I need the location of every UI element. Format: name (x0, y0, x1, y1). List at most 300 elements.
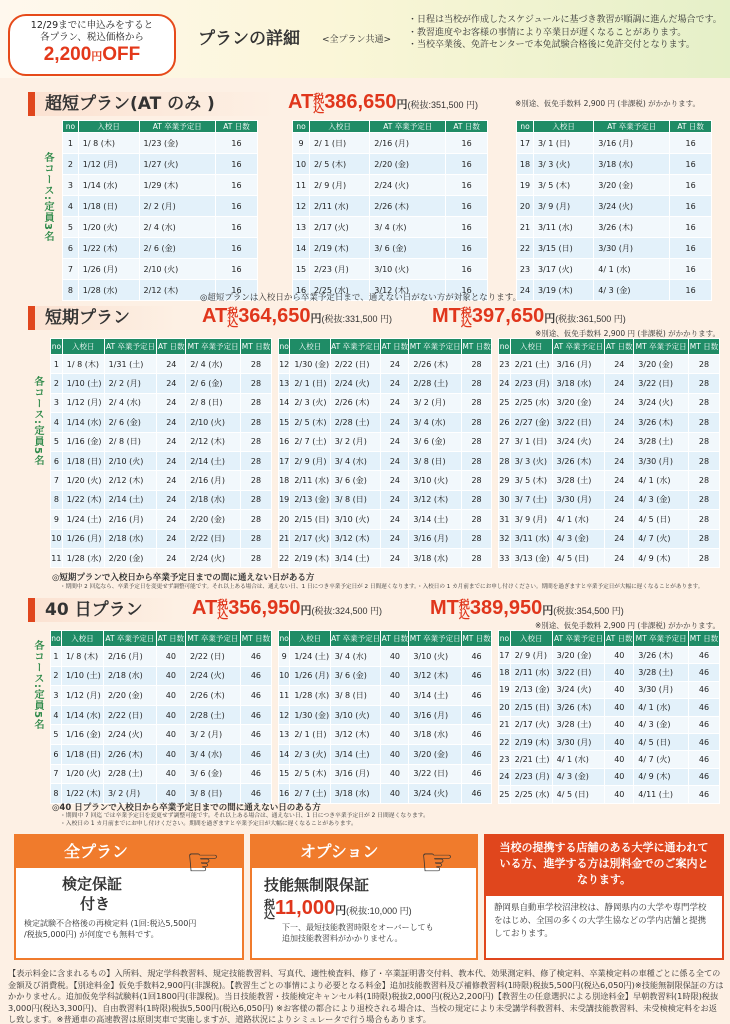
table-row (499, 548, 720, 567)
plan-title-short: 短期プラン (28, 306, 178, 330)
table-cell: 2/22 (日) (186, 529, 241, 548)
table-cell: 3/22 (日) (409, 764, 462, 784)
table-cell: 3/12 (木) (330, 725, 381, 745)
box-heading: 当校の提携する店舗のある大学に通われている方、進学する方は別料金でのご案内となります。 (486, 836, 722, 896)
table-cell: 3/ 2 (月) (103, 784, 156, 804)
column-header: 入校日 (290, 339, 330, 355)
table-cell: 2/ 1 (日) (309, 133, 369, 154)
table-row (51, 432, 272, 451)
table-cell: 24 (381, 529, 409, 548)
table-row (499, 529, 720, 548)
table-row (51, 548, 272, 567)
table-cell: 40 (381, 784, 409, 804)
table-cell: 3/26 (木) (552, 451, 605, 470)
table-row (51, 451, 272, 470)
table-cell: 1/10 (土) (62, 374, 104, 393)
column-header: no (63, 121, 79, 133)
table-cell: 3/ 4 (水) (330, 647, 381, 667)
table-cell: 4/11 (土) (634, 786, 689, 803)
table-cell: 2/12 (木) (186, 432, 241, 451)
table-cell: 46 (240, 686, 271, 706)
table-cell: 46 (688, 751, 719, 768)
table-cell: 12 (279, 705, 290, 725)
column-header: MT 卒業予定日 (409, 631, 462, 647)
table-cell: 24 (157, 548, 186, 567)
table-row (63, 133, 258, 154)
table-cell: 18 (517, 154, 534, 175)
table-cell: 8 (51, 784, 62, 804)
table-row (51, 529, 272, 548)
table-row (499, 413, 720, 432)
price-mt-short: MT税 込397,650円(税抜:361,500 円) (432, 305, 626, 329)
table-cell: 24 (157, 355, 186, 374)
table-cell: 24 (381, 451, 409, 470)
table-cell: 33 (499, 548, 511, 567)
table-row (51, 393, 272, 412)
table-cell: 2/26 (木) (409, 355, 462, 374)
table-cell: 1/12 (月) (61, 686, 103, 706)
40day-mini-note: ・期間中 7 回迄 では卒業予定日を変更せず調整可能です。それ以上ある場合は、通えない日、1 日につき卒業予定日が 2 日間遅くなります。 ・入校日の 1 カ月前までにお申し付けください。期間を過ぎますと卒業予定日が大幅に遅くなることがあります。 (60, 813, 429, 827)
table-cell: 3/ 5 (木) (510, 471, 552, 490)
price-at-super-short: AT税 込386,650円(税抜:351,500 円) (288, 91, 479, 115)
table-row (499, 432, 720, 451)
badge-line-1: 12/29までに申込みをすると (30, 20, 154, 31)
table-cell: 15 (293, 259, 310, 280)
column-header: no (293, 121, 310, 133)
table-cell: 16 (215, 133, 257, 154)
table-cell: 4/ 3 (金) (552, 768, 605, 785)
table-cell: 1/ 8 (木) (61, 647, 103, 667)
table-cell: 3/26 (木) (552, 699, 605, 716)
table-cell: 2/20 (金) (370, 154, 446, 175)
table-cell: 8 (63, 280, 79, 301)
table-cell: 4/ 9 (木) (634, 768, 689, 785)
table-cell: 13 (279, 374, 290, 393)
table-row (51, 647, 272, 667)
table-cell: 4/ 1 (水) (594, 259, 670, 280)
table-row (499, 733, 720, 750)
table-row (293, 175, 488, 196)
table-cell: 46 (462, 666, 492, 686)
table-row (63, 175, 258, 196)
table-cell: 19 (499, 681, 511, 698)
table-cell: 3/ 6 (金) (370, 238, 446, 259)
table-cell: 1/18 (日) (78, 196, 139, 217)
table-cell: 24 (381, 510, 409, 529)
table-cell: 4/ 3 (金) (634, 716, 689, 733)
table-cell: 3/ 4 (水) (370, 217, 446, 238)
table-cell: 28 (688, 529, 719, 548)
column-header: 入校日 (510, 339, 552, 355)
table-cell: 3/30 (月) (552, 490, 605, 509)
table-row (279, 705, 492, 725)
table-cell: 40 (381, 744, 409, 764)
column-header: 入校日 (61, 631, 103, 647)
table-cell: 40 (156, 666, 185, 686)
table-cell: 3/12 (木) (409, 666, 462, 686)
table-cell: 17 (499, 647, 511, 664)
column-header: MT 日数 (688, 631, 719, 647)
table-cell: 16 (293, 280, 310, 301)
table-cell: 21 (499, 716, 511, 733)
table-cell: 24 (157, 413, 186, 432)
table-cell: 23 (517, 259, 534, 280)
table-row (499, 490, 720, 509)
table-cell: 28 (462, 355, 492, 374)
column-header: AT 日数 (157, 339, 186, 355)
table-cell: 2/23 (月) (510, 374, 552, 393)
table-cell: 3/26 (木) (634, 413, 689, 432)
temp-license-fee-note: ※別途、仮免手数料 2,900 円 (非課税) がかかります。 (515, 99, 701, 108)
table-cell: 2/ 7 (土) (290, 432, 330, 451)
column-header: AT 卒業予定日 (330, 339, 381, 355)
column-header: no (499, 631, 511, 647)
schedule-table-short-1 (50, 338, 272, 568)
table-cell: 46 (688, 733, 719, 750)
table-cell: 28 (462, 374, 492, 393)
badge-line-2: 各プラン、税込価格から (40, 32, 144, 43)
table-cell: 28 (240, 548, 271, 567)
table-cell: 3/ 3 (火) (510, 451, 552, 470)
table-cell: 40 (605, 699, 634, 716)
table-cell: 2/26 (木) (370, 196, 446, 217)
box-heading: オプション (252, 836, 476, 868)
table-cell: 16 (670, 154, 712, 175)
column-header: AT 卒業予定日 (552, 339, 605, 355)
column-header: AT 卒業予定日 (330, 631, 381, 647)
table-row (517, 196, 712, 217)
table-row (499, 786, 720, 803)
table-cell: 16 (670, 217, 712, 238)
column-header: no (517, 121, 534, 133)
table-cell: 4/ 1 (水) (634, 699, 689, 716)
table-cell: 28 (240, 355, 271, 374)
column-header: AT 日数 (381, 339, 409, 355)
column-header: 入校日 (290, 631, 330, 647)
table-cell: 13 (279, 725, 290, 745)
table-row (51, 490, 272, 509)
table-cell: 46 (688, 647, 719, 664)
table-cell: 2/27 (金) (510, 413, 552, 432)
table-cell: 2/14 (土) (104, 490, 157, 509)
table-cell: 24 (605, 413, 634, 432)
super-short-footnote: ◎超短プランは入校日から卒業予定日まで、通えない日がない方が対象となります。 (200, 293, 522, 303)
table-cell: 12 (293, 196, 310, 217)
table-cell: 2/16 (月) (103, 647, 156, 667)
table-cell: 24 (605, 393, 634, 412)
table-row (279, 744, 492, 764)
table-cell: 4 (63, 196, 79, 217)
table-cell: 1/26 (月) (62, 529, 104, 548)
schedule-table-short-2 (278, 338, 492, 568)
page-subtitle: <全プラン共通> (322, 35, 392, 45)
table-row (51, 725, 272, 745)
table-cell: 16 (446, 280, 488, 301)
table-cell: 3/20 (金) (594, 175, 670, 196)
table-cell: 16 (446, 133, 488, 154)
table-cell: 1/28 (水) (290, 686, 330, 706)
schedule-table-40day-2 (278, 630, 492, 804)
table-cell: 3/ 6 (金) (409, 432, 462, 451)
table-cell: 2/ 9 (月) (290, 451, 330, 470)
table-row (293, 196, 488, 217)
table-cell: 16 (215, 154, 257, 175)
table-row (279, 413, 492, 432)
table-cell: 2/17 (火) (510, 716, 552, 733)
temp-license-fee-note: ※別途、仮免手数料 2,900 円 (非課税) がかかります。 (535, 329, 721, 338)
table-cell: 2/24 (火) (186, 548, 241, 567)
table-cell: 2/28 (土) (185, 705, 240, 725)
table-cell: 12 (279, 355, 290, 374)
column-header: MT 卒業予定日 (185, 631, 240, 647)
table-cell: 3/15 (日) (533, 238, 593, 259)
table-cell: 24 (605, 432, 634, 451)
table-cell: 2 (63, 154, 79, 175)
table-cell: 2/ 4 (水) (186, 355, 241, 374)
table-cell: 26 (499, 413, 511, 432)
table-cell: 3/24 (火) (552, 432, 605, 451)
table-row (51, 510, 272, 529)
table-cell: 40 (381, 764, 409, 784)
table-cell: 16 (279, 784, 290, 804)
table-cell: 2/28 (土) (103, 764, 156, 784)
table-cell: 2/25 (水) (510, 786, 552, 803)
box-text: 静岡県自動車学校沼津校は、静岡県内の大学や専門学校をはじめ、全国の多くの大学生協などの学内店舗と提携しております。 (494, 903, 707, 939)
table-cell: 1/20 (火) (62, 471, 104, 490)
table-cell: 2/ 6 (金) (104, 413, 157, 432)
table-cell: 40 (605, 647, 634, 664)
table-cell: 28 (688, 432, 719, 451)
table-row (279, 451, 492, 470)
table-cell: 16 (215, 238, 257, 259)
column-header: no (279, 631, 290, 647)
table-cell: 3/28 (土) (552, 716, 605, 733)
table-cell: 3/12 (木) (370, 280, 446, 301)
table-cell: 3/ 8 (日) (185, 784, 240, 804)
table-cell: 24 (381, 355, 409, 374)
table-cell: 3/ 7 (土) (510, 490, 552, 509)
table-cell: 40 (381, 686, 409, 706)
table-cell: 3/16 (月) (552, 355, 605, 374)
table-cell: 24 (157, 393, 186, 412)
table-cell: 40 (605, 664, 634, 681)
table-cell: 40 (156, 764, 185, 784)
short-footnote: ◎短期プランで入校日から卒業予定日までの間に通えない日がある方 (52, 573, 315, 583)
table-row (279, 548, 492, 567)
column-header: no (499, 339, 511, 355)
table-cell: 3/12 (木) (409, 490, 462, 509)
table-row (517, 238, 712, 259)
table-cell: 3/16 (月) (330, 764, 381, 784)
table-cell: 24 (157, 510, 186, 529)
table-cell: 2/ 3 (火) (290, 393, 330, 412)
table-cell: 2/24 (火) (103, 725, 156, 745)
table-cell: 1 (51, 355, 63, 374)
table-cell: 4/ 1 (水) (552, 751, 605, 768)
table-cell: 3/ 9 (月) (533, 196, 593, 217)
table-cell: 24 (157, 432, 186, 451)
table-cell: 16 (670, 175, 712, 196)
table-cell: 16 (215, 175, 257, 196)
table-cell: 2/26 (木) (103, 744, 156, 764)
table-row (63, 259, 258, 280)
column-header: AT 卒業予定日 (552, 631, 605, 647)
table-cell: 40 (605, 768, 634, 785)
table-cell: 3/24 (火) (552, 681, 605, 698)
table-cell: 3/ 6 (金) (185, 764, 240, 784)
table-cell: 7 (51, 764, 62, 784)
table-cell: 2/18 (水) (186, 490, 241, 509)
table-cell: 3/10 (火) (409, 647, 462, 667)
column-header: AT 卒業予定日 (594, 121, 670, 133)
table-cell: 28 (688, 451, 719, 470)
table-cell: 3/16 (月) (409, 529, 462, 548)
table-row (51, 764, 272, 784)
table-cell: 2/19 (木) (510, 733, 552, 750)
column-header: 入校日 (533, 121, 593, 133)
temp-license-fee-note: ※別途、仮免手数料 2,900 円 (非課税) がかかります。 (535, 621, 721, 630)
table-cell: 28 (462, 510, 492, 529)
table-cell: 20 (279, 510, 290, 529)
column-header: AT 日数 (381, 631, 409, 647)
table-cell: 19 (517, 175, 534, 196)
table-row (279, 490, 492, 509)
table-cell: 24 (381, 432, 409, 451)
table-row (279, 393, 492, 412)
table-cell: 2/18 (水) (103, 666, 156, 686)
table-cell: 4/ 5 (日) (552, 548, 605, 567)
table-cell: 14 (279, 744, 290, 764)
table-cell: 3/10 (火) (409, 471, 462, 490)
column-header: no (51, 339, 63, 355)
table-cell: 18 (279, 471, 290, 490)
page-title: プランの詳細 (198, 29, 300, 49)
table-cell: 24 (499, 374, 511, 393)
table-cell: 2/ 2 (月) (104, 374, 157, 393)
column-header: AT 卒業予定日 (103, 631, 156, 647)
badge-amount: 2,200円OFF (43, 44, 141, 65)
table-row (499, 355, 720, 374)
table-cell: 13 (293, 217, 310, 238)
table-cell: 2/23 (月) (510, 768, 552, 785)
table-cell: 2/21 (土) (510, 751, 552, 768)
column-header: no (51, 631, 62, 647)
table-cell: 1/10 (土) (61, 666, 103, 686)
column-header: AT 日数 (156, 631, 185, 647)
table-cell: 9 (293, 133, 310, 154)
table-cell: 46 (688, 664, 719, 681)
table-cell: 3/18 (水) (409, 548, 462, 567)
table-cell: 46 (462, 764, 492, 784)
table-cell: 24 (605, 529, 634, 548)
table-cell: 24 (605, 471, 634, 490)
table-row (517, 133, 712, 154)
table-cell: 46 (462, 686, 492, 706)
schedule-table-40day-3 (498, 630, 720, 804)
table-row (499, 510, 720, 529)
table-cell: 2/ 8 (日) (104, 432, 157, 451)
column-header: MT 卒業予定日 (634, 339, 689, 355)
table-cell: 5 (51, 432, 63, 451)
table-cell: 1/18 (日) (61, 744, 103, 764)
table-cell: 3/22 (日) (552, 413, 605, 432)
table-cell: 1/ 8 (木) (78, 133, 139, 154)
table-cell: 1/20 (火) (61, 764, 103, 784)
table-cell: 2/13 (金) (290, 490, 330, 509)
column-header: AT 日数 (215, 121, 257, 133)
table-cell: 3/11 (水) (510, 529, 552, 548)
table-cell: 3/ 8 (日) (330, 686, 381, 706)
table-cell: 16 (446, 154, 488, 175)
table-cell: 16 (446, 238, 488, 259)
table-cell: 11 (279, 686, 290, 706)
table-cell: 10 (293, 154, 310, 175)
table-cell: 14 (293, 238, 310, 259)
table-cell: 1/24 (土) (290, 647, 330, 667)
table-cell: 3/18 (水) (594, 154, 670, 175)
header-note: ・日程は当校が作成したスケジュールに基づき教習が順調に進んだ場合です。 (408, 15, 722, 25)
table-cell: 24 (605, 451, 634, 470)
table-cell: 31 (499, 510, 511, 529)
table-cell: 28 (462, 451, 492, 470)
table-row (293, 154, 488, 175)
table-row (279, 529, 492, 548)
table-cell: 40 (605, 786, 634, 803)
table-cell: 17 (517, 133, 534, 154)
table-row (279, 647, 492, 667)
table-cell: 3/ 8 (日) (409, 451, 462, 470)
short-mini-note: ・期間中 2 回迄なら、卒業予定日を変更せず調整可能です。それ以上ある場合は、通えない日、1 日につき卒業予定日が 2 日間遅くなります。・入校日の 1 カ月前までにお申し付けください。期間を過ぎますと卒業予定日が大幅に遅くなることがあります。 (60, 584, 704, 590)
table-cell: 46 (240, 666, 271, 686)
table-cell: 24 (605, 548, 634, 567)
column-header: 入校日 (510, 631, 552, 647)
table-cell: 3/ 2 (月) (185, 725, 240, 745)
table-cell: 2/11 (水) (309, 196, 369, 217)
table-row (51, 471, 272, 490)
table-cell: 2/21 (土) (510, 355, 552, 374)
table-cell: 2 (51, 374, 63, 393)
table-cell: 28 (240, 490, 271, 509)
table-cell: 3/16 (月) (409, 705, 462, 725)
table-row (51, 666, 272, 686)
table-row (499, 647, 720, 664)
column-header: 入校日 (309, 121, 369, 133)
column-header: no (279, 339, 290, 355)
table-row (63, 154, 258, 175)
table-cell: 3/14 (土) (330, 744, 381, 764)
table-cell: 2/ 7 (土) (290, 784, 330, 804)
table-cell: 28 (499, 451, 511, 470)
table-row (499, 374, 720, 393)
table-cell: 3/30 (月) (552, 733, 605, 750)
table-cell: 1/12 (月) (78, 154, 139, 175)
plan-title-super-short: 超短プラン(AT のみ ) (28, 92, 278, 116)
table-cell: 40 (156, 725, 185, 745)
table-cell: 16 (670, 280, 712, 301)
table-cell: 46 (240, 705, 271, 725)
table-cell: 16 (670, 238, 712, 259)
column-header: 入校日 (62, 339, 104, 355)
pointing-hand-icon: ☞ (420, 840, 455, 884)
table-cell: 3/12 (木) (330, 529, 381, 548)
table-cell: 5 (51, 725, 62, 745)
column-header: MT 日数 (240, 339, 271, 355)
table-cell: 28 (688, 471, 719, 490)
table-cell: 40 (156, 647, 185, 667)
table-cell: 40 (381, 647, 409, 667)
table-row (279, 432, 492, 451)
table-row (499, 716, 720, 733)
